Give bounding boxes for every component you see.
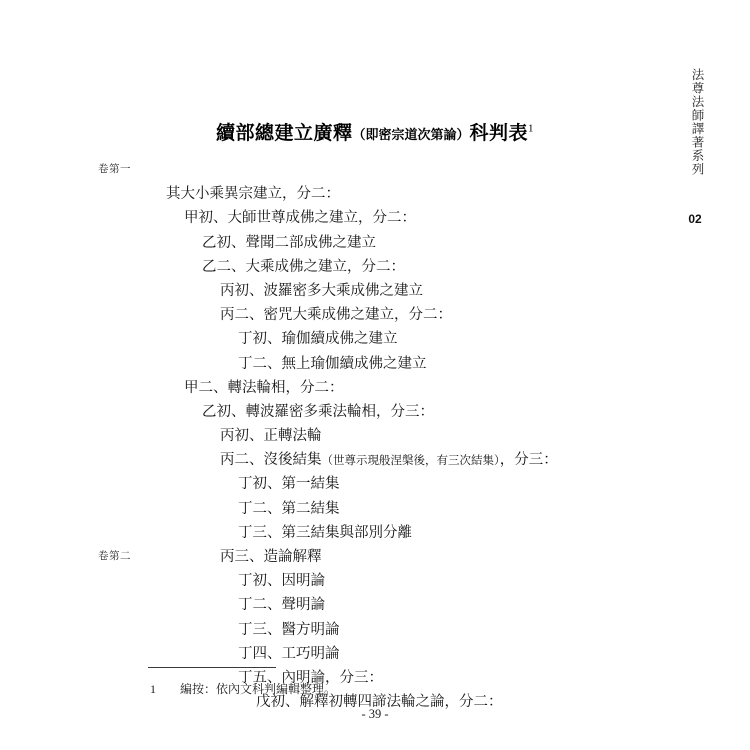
footnote-text: 編按：依內文科判編輯整理。 [180, 682, 337, 696]
outline-line [0, 206, 750, 230]
outline-line [0, 376, 750, 400]
outline-entry-text-tail: ，分三： [499, 452, 558, 469]
footnote-divider [148, 667, 276, 668]
outline-line [0, 497, 750, 521]
outline-line [0, 182, 750, 206]
outline-line [0, 666, 750, 690]
series-volume-number: 02 [688, 212, 702, 226]
volume-label: 卷第一 [98, 164, 131, 175]
outline-entry-note: （世尊示現般涅槃後，有三次結集） [321, 455, 500, 468]
outline-entry-text: 丁三、醫方明論 [238, 621, 340, 638]
outline-entry-text: 丙初、正轉法輪 [220, 428, 322, 445]
outline-entry-text: 戊初、解釋初轉四諦法輪之論，分二： [256, 694, 503, 711]
outline-entry-text: 丁二、第二結集 [238, 500, 340, 517]
outline-line [0, 642, 750, 666]
series-running-head: 法尊法師譯著系列 [690, 68, 704, 176]
outline-line [0, 593, 750, 617]
outline-entry-text: 甲二、轉法輪相，分二： [184, 379, 344, 396]
outline-entry-text: 丁初、瑜伽續成佛之建立 [238, 331, 398, 348]
outline-entry-text: 丁初、因明論 [238, 573, 325, 590]
outline-entry-text: 甲初、大師世尊成佛之建立，分二： [184, 210, 416, 227]
title-main-after: 科判表 [469, 123, 529, 144]
outline-line [0, 231, 750, 255]
outline-line [0, 352, 750, 376]
title-main-before: 續部總建立廣釋 [215, 123, 353, 144]
outline-entry-text: 丁初、第一結集 [238, 476, 340, 493]
outline-entry-text: 乙初、聲聞二部成佛之建立 [202, 234, 376, 251]
footnote [150, 680, 336, 697]
outline-entry-text: 丁二、聲明論 [238, 597, 325, 614]
page-number: - 39 - [361, 707, 389, 721]
title-parenthetical: （即密宗道次第論） [352, 127, 470, 142]
outline-line [0, 521, 750, 545]
outline-entry-text: 丁四、工巧明論 [238, 645, 340, 662]
outline-entry-text: 丙二、沒後結集 [220, 452, 322, 469]
outline-line [0, 255, 750, 279]
outline-line [0, 618, 750, 642]
outline-entry-text: 其大小乘異宗建立，分二： [166, 186, 340, 203]
outline-entry-text: 乙二、大乘成佛之建立，分二： [202, 258, 405, 275]
outline-line [0, 448, 750, 472]
outline-line [0, 424, 750, 448]
outline-line [0, 327, 750, 351]
outline-entry-text: 丙三、造論解釋 [220, 549, 322, 565]
outline-line [0, 400, 750, 424]
outline-entry-text: 丁二、無上瑜伽續成佛之建立 [238, 355, 427, 372]
outline-line [0, 303, 750, 327]
outline-entry-text: 丙二、密咒大乘成佛之建立，分二： [220, 307, 452, 324]
outline-entry-text: 乙初、轉波羅密多乘法輪相，分三： [202, 403, 434, 420]
outline-entry-text: 丁三、第三結集與部別分離 [238, 524, 412, 541]
title-footnote-marker: 1 [528, 122, 535, 135]
outline-line [0, 279, 750, 303]
outline-list [0, 158, 750, 714]
outline-line [0, 158, 750, 182]
outline-line [0, 545, 750, 569]
page-title [0, 118, 750, 145]
outline-line [0, 472, 750, 496]
footnote-number: 1 [150, 682, 156, 696]
volume-label: 卷第二 [98, 551, 131, 562]
outline-entry-text: 丙初、波羅密多大乘成佛之建立 [220, 282, 423, 299]
outline-line [0, 569, 750, 593]
outline-entry-text: 丁五、內明論，分三： [238, 669, 383, 686]
